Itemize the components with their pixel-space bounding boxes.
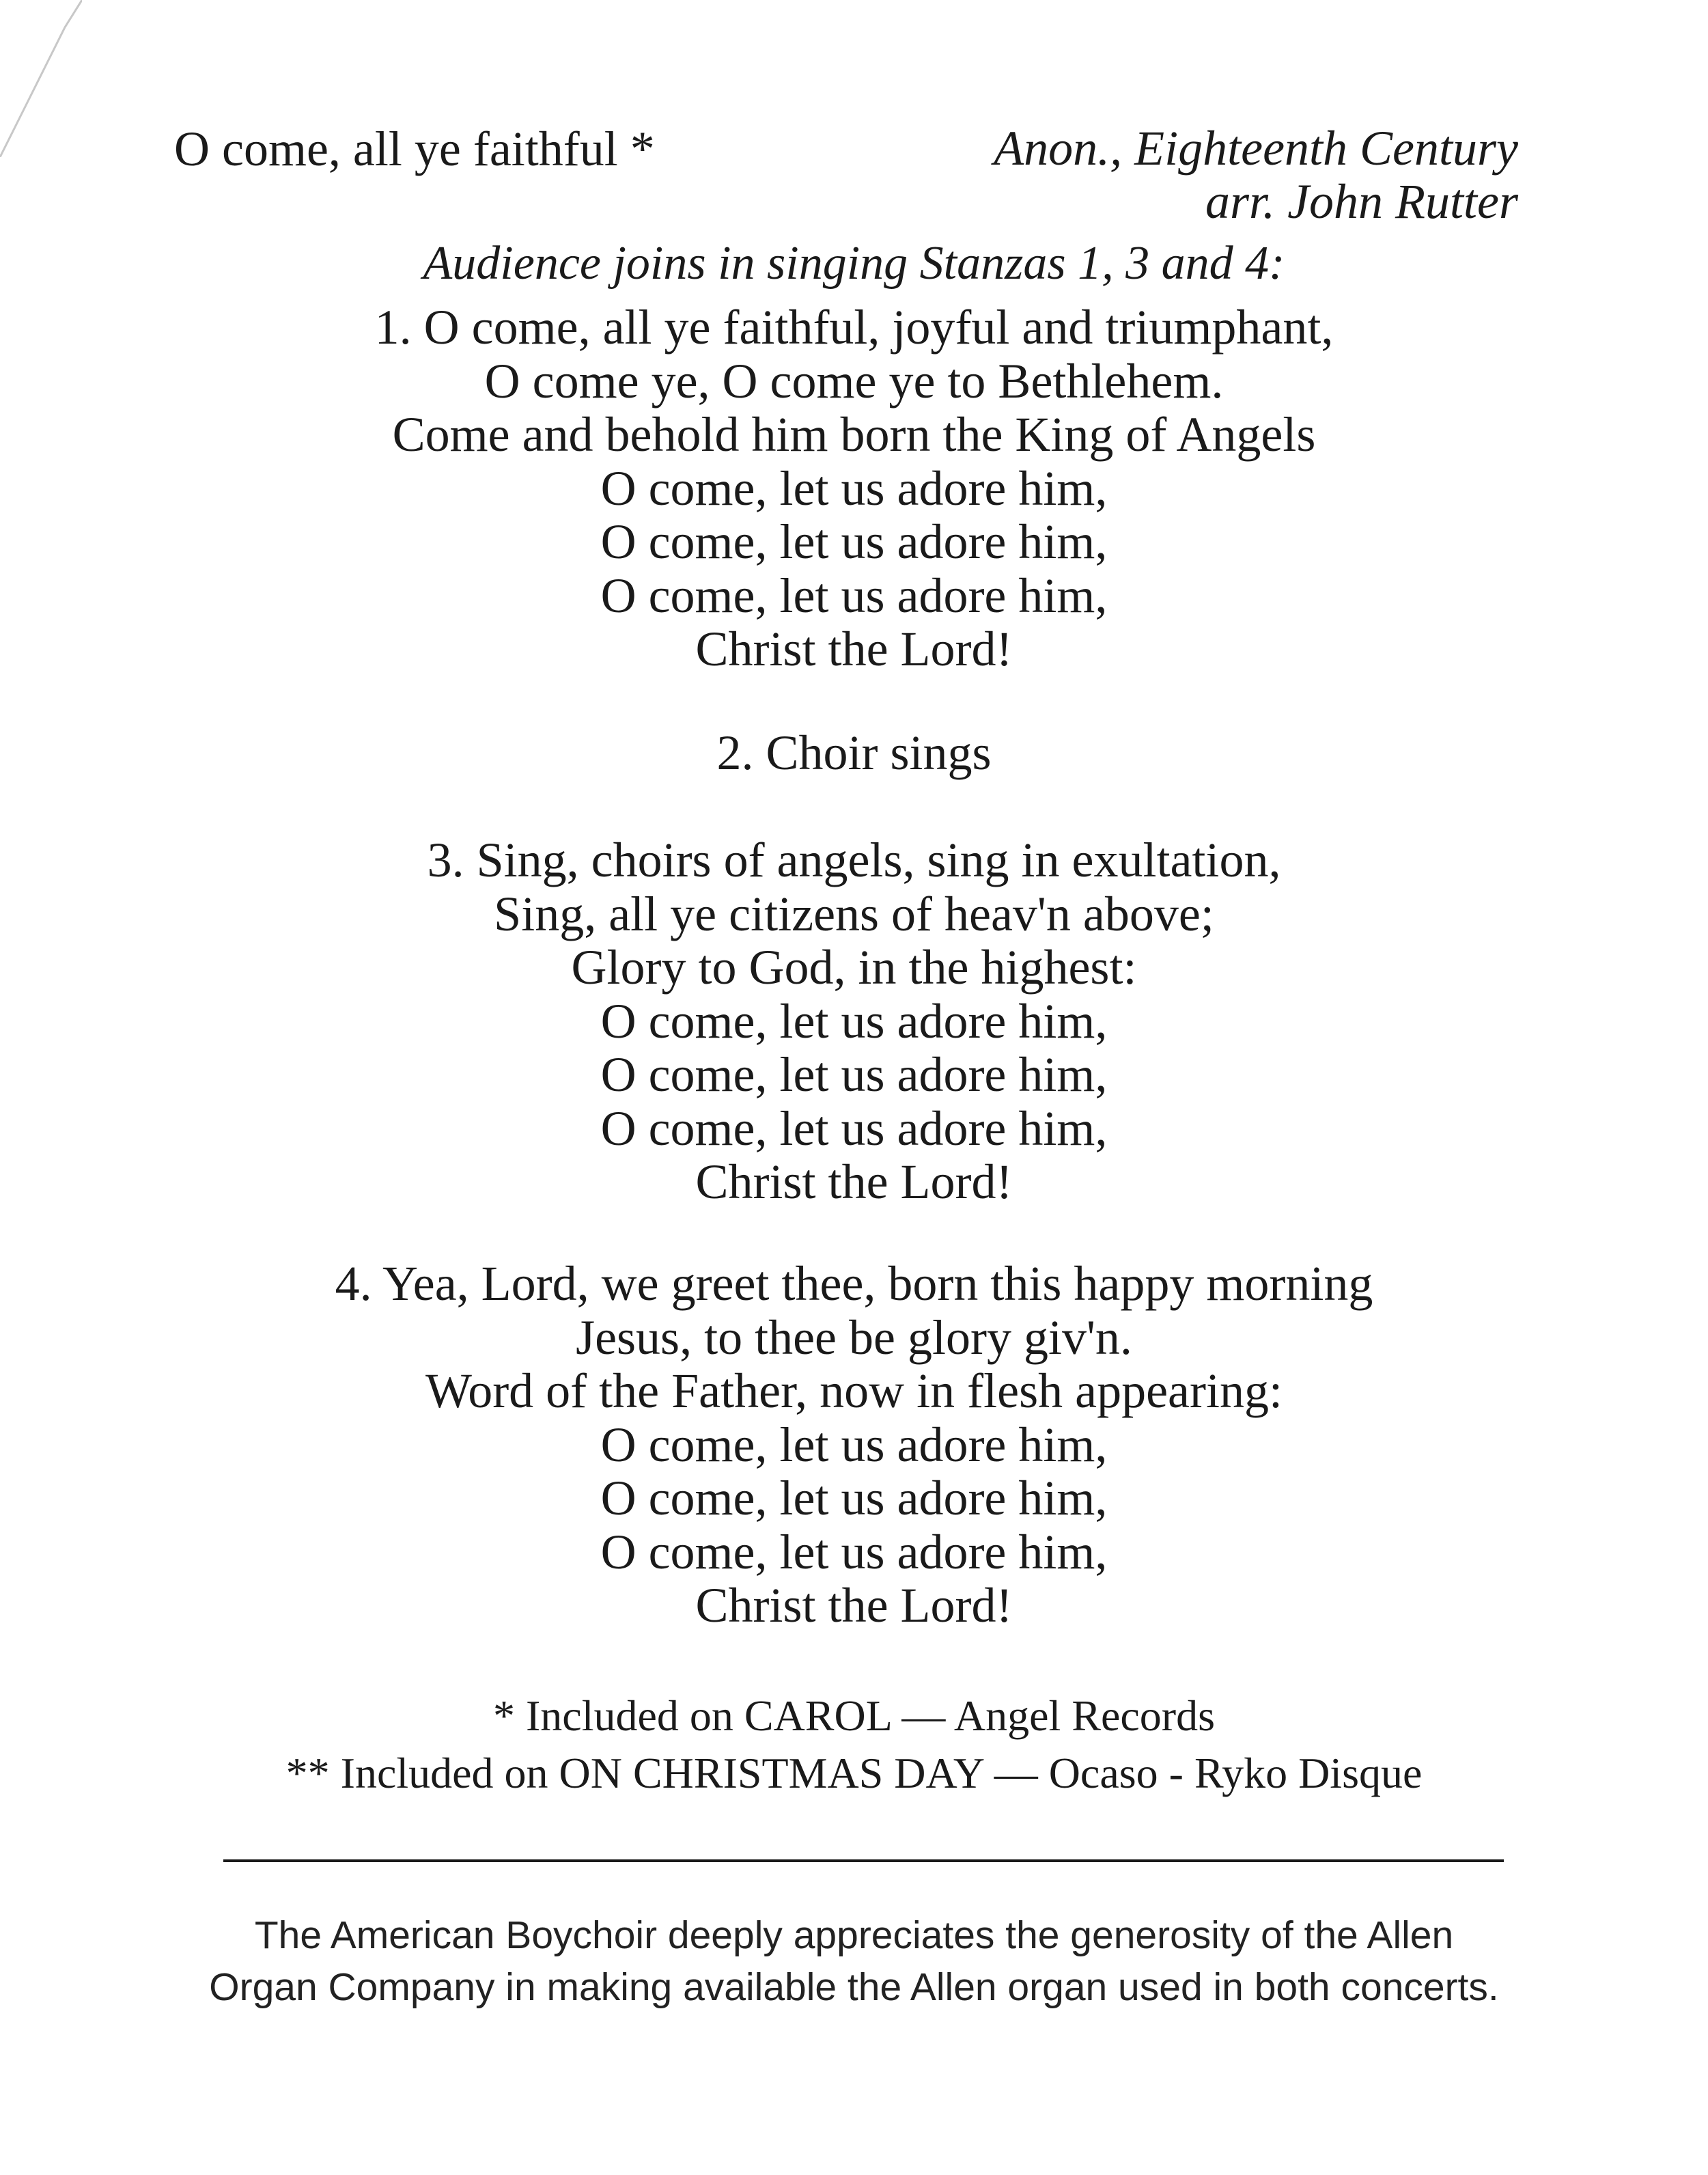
- lyric-line: 3. Sing, choirs of angels, sing in exultation,: [427, 833, 1281, 887]
- lyric-line: Word of the Father, now in flesh appearing:: [425, 1363, 1283, 1418]
- composer-line: Anon., Eighteenth Century: [994, 121, 1518, 176]
- lyric-line: O come, let us adore him,: [600, 460, 1108, 516]
- scan-edge-mark: [0, 0, 82, 157]
- lyric-line: Christ the Lord!: [695, 1154, 1013, 1209]
- lyric-line: Christ the Lord!: [695, 622, 1013, 676]
- lyric-line: O come, let us adore him,: [600, 1047, 1108, 1102]
- stanza-2: [0, 726, 1708, 780]
- acknowledgement: [0, 1909, 1708, 2013]
- lyric-line: O come, let us adore him,: [600, 1471, 1108, 1525]
- footnote-double-asterisk: ** Included on ON CHRISTMAS DAY — Ocaso - Ryko Disque: [285, 1749, 1423, 1797]
- lyric-line: O come, let us adore him,: [600, 1417, 1108, 1472]
- song-title: O come, all ye faithful *: [174, 122, 655, 176]
- stanza-3: [0, 833, 1708, 1209]
- lyric-line: 2. Choir sings: [716, 725, 992, 780]
- recording-notes: [0, 1687, 1708, 1802]
- composer-credit: [994, 122, 1518, 228]
- stanza-4: [0, 1257, 1708, 1633]
- lyric-line: O come ye, O come ye to Bethlehem.: [484, 353, 1224, 408]
- lyric-line: 1. O come, all ye faithful, joyful and triumphant,: [374, 300, 1334, 355]
- lyric-line: 4. Yea, Lord, we greet thee, born this happy morning: [335, 1256, 1373, 1311]
- stanza-1: [0, 301, 1708, 676]
- lyric-line: Come and behold him born the King of Angels: [392, 407, 1316, 462]
- acknowledgement-line: Organ Company in making available the Allen organ used in both concerts.: [209, 1965, 1499, 2009]
- lyric-line: O come, let us adore him,: [600, 1100, 1108, 1156]
- lyric-line: Jesus, to thee be glory giv'n.: [576, 1310, 1132, 1365]
- lyric-line: O come, let us adore him,: [600, 568, 1108, 623]
- lyric-line: Christ the Lord!: [695, 1578, 1013, 1633]
- divider-rule: [223, 1859, 1504, 1862]
- lyric-line: O come, let us adore him,: [600, 514, 1108, 569]
- acknowledgement-line: The American Boychoir deeply appreciates the generosity of the Allen: [254, 1913, 1454, 1957]
- audience-instruction: Audience joins in singing Stanzas 1, 3 and 4:: [423, 237, 1285, 290]
- footnote-single-asterisk: * Included on CAROL — Angel Records: [492, 1691, 1216, 1740]
- lyric-line: Glory to God, in the highest:: [571, 940, 1137, 995]
- lyric-line: O come, let us adore him,: [600, 993, 1108, 1049]
- lyric-line: Sing, all ye citizens of heav'n above;: [494, 886, 1214, 941]
- arranger-line: arr. John Rutter: [1205, 174, 1518, 229]
- lyric-line: O come, let us adore him,: [600, 1524, 1108, 1579]
